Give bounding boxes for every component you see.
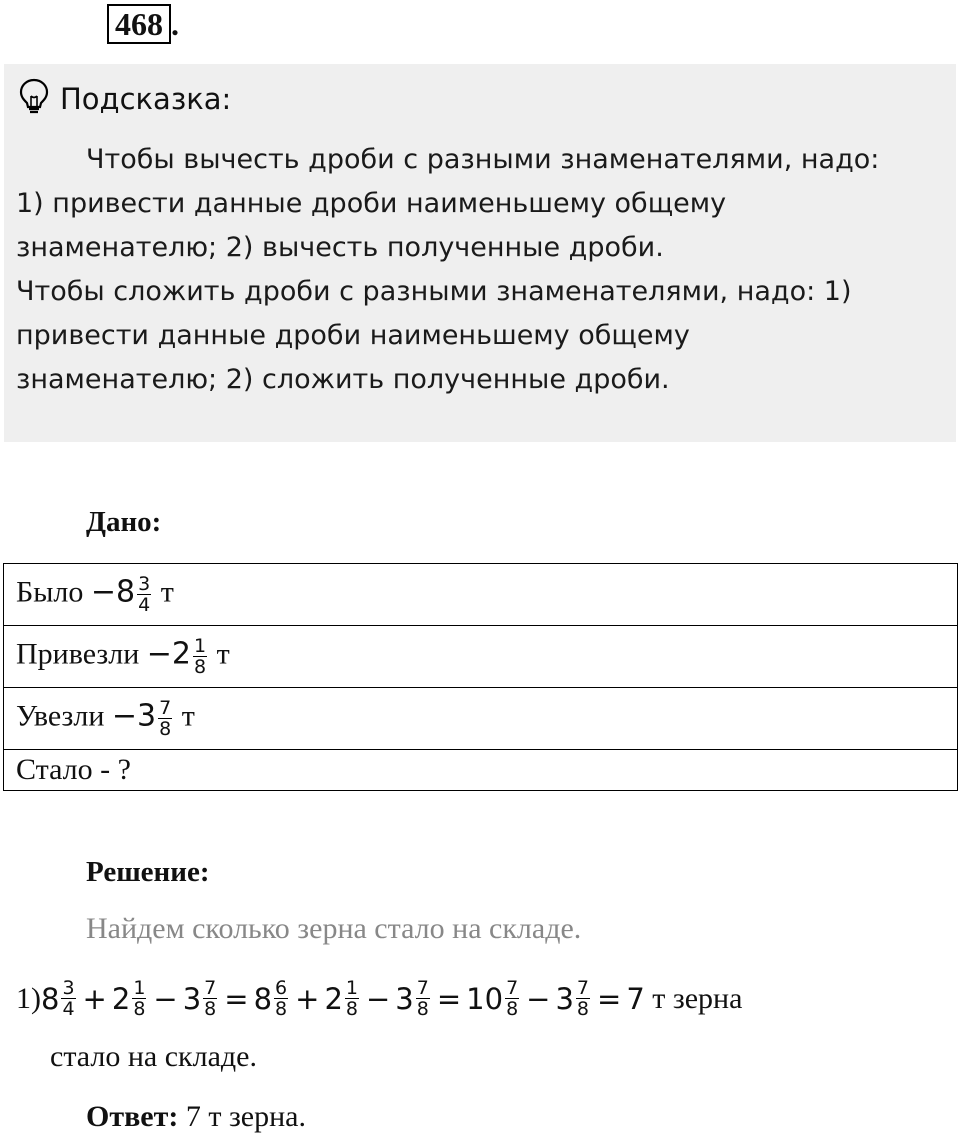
given-label: Увезли: [16, 699, 112, 733]
math-operator: +: [82, 981, 107, 1016]
fraction-denominator: 8: [345, 998, 358, 1020]
answer: [86, 1100, 306, 1134]
whole-number: 3: [182, 981, 202, 1016]
fraction: [576, 978, 590, 1019]
fraction-denominator: 8: [506, 998, 519, 1020]
given-cell: [4, 750, 958, 791]
fraction: [132, 978, 146, 1019]
answer-value: 7 т зерна.: [178, 1100, 306, 1133]
answer-label: Ответ:: [86, 1100, 179, 1133]
fraction: [158, 698, 172, 739]
fraction-denominator: 8: [576, 998, 590, 1020]
task-number: [107, 4, 179, 44]
given-unit: т: [181, 699, 195, 733]
step-suffix: т зерна: [644, 981, 743, 1015]
fraction-numerator: 7: [576, 977, 590, 999]
given-cell: [4, 564, 958, 626]
solution-step: [16, 978, 742, 1019]
fraction-numerator: 3: [62, 977, 75, 999]
hint-line: знаменателю; 2) сложить полученные дроби.: [16, 364, 670, 395]
fraction-numerator: 7: [159, 697, 172, 719]
fraction: [274, 978, 288, 1019]
given-unit: т: [160, 575, 174, 609]
whole-number: 8: [253, 981, 273, 1016]
given-row: [4, 750, 958, 791]
solution-intro: Найдем сколько зерна стало на складе.: [86, 912, 582, 945]
fraction-denominator: 8: [275, 998, 288, 1020]
whole-number: 7: [626, 981, 645, 1016]
fraction-numerator: 7: [416, 977, 429, 999]
fraction-denominator: 8: [194, 656, 207, 678]
fraction: [193, 636, 207, 677]
fraction-denominator: 8: [159, 718, 172, 740]
task-number-dot: .: [171, 6, 179, 42]
given-table: [3, 563, 958, 791]
given-cell: [4, 688, 958, 750]
fraction: [61, 978, 75, 1019]
whole-number: 3: [395, 981, 414, 1016]
fraction-numerator: 7: [204, 977, 217, 999]
math-operator: −: [153, 981, 178, 1016]
hint-panel: [4, 64, 956, 442]
fraction-denominator: 8: [204, 998, 217, 1020]
solution-continuation: стало на складе.: [50, 1040, 257, 1073]
math-operator: =: [436, 981, 462, 1016]
fraction: [416, 978, 430, 1019]
whole-number: 8: [41, 981, 60, 1016]
given-unit: т: [216, 637, 230, 671]
math-operator: =: [224, 981, 249, 1016]
whole-number: 2: [324, 981, 343, 1016]
fraction-denominator: 8: [133, 998, 146, 1020]
lightbulb-icon: [18, 78, 50, 119]
whole-number: 3: [555, 981, 574, 1016]
solution-title: Решение:: [86, 856, 210, 888]
fraction-numerator: 1: [194, 635, 207, 657]
fraction-numerator: 7: [506, 977, 519, 999]
whole-number: 10: [466, 981, 504, 1016]
math-operator: +: [295, 981, 320, 1016]
task-number-box: 468: [107, 4, 171, 44]
fraction-denominator: 4: [138, 594, 151, 616]
given-label: Привезли: [16, 637, 147, 671]
fraction-numerator: 1: [345, 977, 358, 999]
whole-number: 2: [111, 981, 131, 1016]
fraction: [137, 574, 151, 615]
fraction-denominator: 8: [416, 998, 429, 1020]
fraction-numerator: 3: [138, 573, 151, 595]
fraction: [345, 978, 359, 1019]
hint-line: привести данные дроби наименьшему общему: [16, 320, 690, 351]
math-operator: −: [365, 981, 391, 1016]
given-cell: [4, 626, 958, 688]
step-number: 1): [16, 981, 41, 1015]
fraction-numerator: 1: [133, 977, 146, 999]
hint-line: знаменателю; 2) вычесть полученные дроби.: [16, 232, 664, 263]
solution-expression: [41, 978, 645, 1019]
math-operator: =: [597, 981, 622, 1016]
fraction: [505, 978, 519, 1019]
given-row: [4, 564, 958, 626]
given-row: [4, 688, 958, 750]
fraction-denominator: 4: [62, 998, 75, 1020]
given-row: [4, 626, 958, 688]
hint-body: [16, 138, 946, 402]
given-question: Стало - ?: [16, 753, 131, 786]
hint-line: 1) привести данные дроби наименьшему общему: [16, 188, 727, 219]
given-label: Было: [16, 575, 91, 609]
hint-line: Чтобы сложить дроби с разными знаменателями, надо: 1): [16, 276, 852, 307]
given-title: Дано:: [86, 506, 162, 538]
math-operator: −: [526, 981, 551, 1016]
hint-header: [18, 78, 231, 119]
hint-title: Подсказка:: [60, 81, 232, 116]
given-whole: −8: [90, 574, 136, 610]
fraction-numerator: 6: [275, 977, 288, 999]
fraction: [203, 978, 217, 1019]
hint-line: Чтобы вычесть дроби с разными знаменателями, надо:: [86, 144, 880, 175]
given-whole: −3: [111, 698, 157, 734]
given-whole: −2: [146, 636, 192, 672]
